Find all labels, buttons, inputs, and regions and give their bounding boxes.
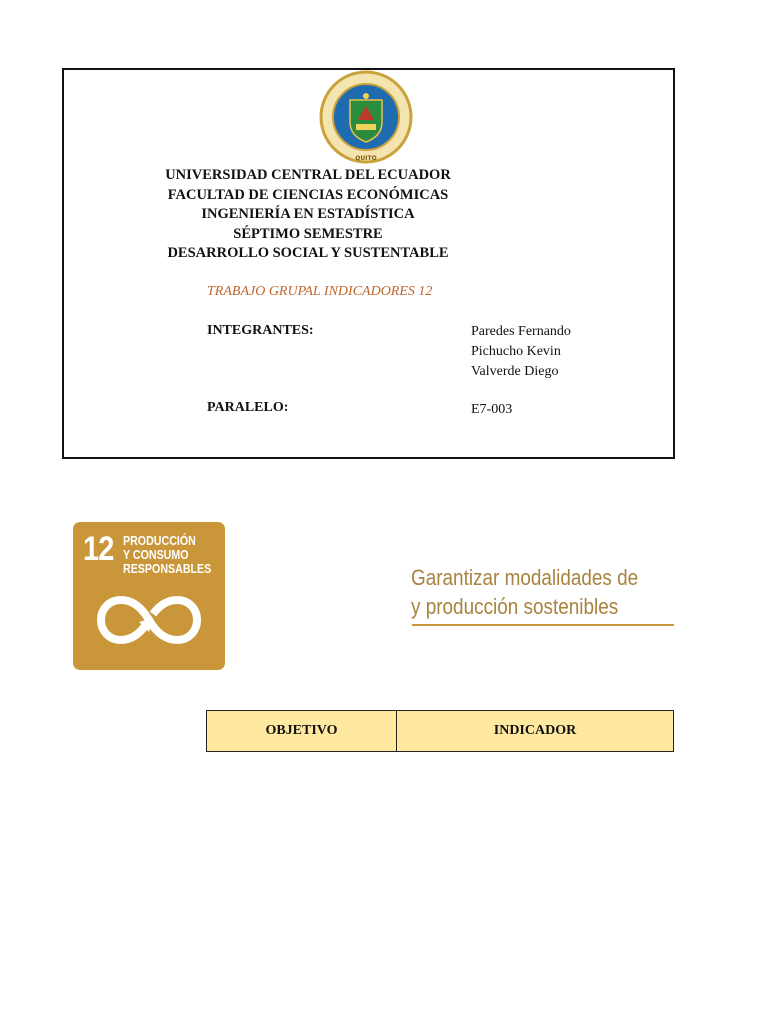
sdg-title-line: RESPONSABLES (123, 561, 212, 576)
goal-underline (412, 624, 674, 626)
sdg-title-line: Y CONSUMO (123, 547, 189, 562)
parallel-label: PARALELO: (207, 400, 289, 415)
sdg-goal-line: Garantizar modalidades de (411, 565, 639, 590)
column-header-objective: OBJETIVO (207, 711, 397, 751)
heading-line-career: INGENIERÍA EN ESTADÍSTICA (201, 206, 415, 223)
sdg-goal-line: y producción sostenibles (411, 594, 619, 619)
sdg-number: 12 (83, 530, 114, 568)
column-header-indicator: INDICADOR (493, 723, 577, 738)
members-label: INTEGRANTES: (207, 323, 314, 338)
sdg-12-tile (73, 522, 225, 670)
sdg-title-line: PRODUCCIÓN (123, 533, 196, 548)
heading-line-faculty: FACULTAD DE CIENCIAS ECONÓMICAS (167, 186, 449, 203)
member-name: Valverde Diego (471, 363, 559, 379)
university-heading (62, 166, 674, 264)
member-name: Paredes Fernando (471, 324, 571, 339)
sdg-goal-text (411, 563, 638, 621)
sdg-title (123, 534, 211, 576)
work-title: TRABAJO GRUPAL INDICADORES 12 (207, 284, 433, 299)
members-list (471, 322, 571, 381)
svg-text:QUITO: QUITO (355, 155, 377, 162)
infinity-loop-icon (97, 592, 201, 648)
university-seal-icon (316, 70, 416, 165)
parallel-value: E7-003 (471, 402, 513, 417)
heading-line-semester: SÉPTIMO SEMESTRE (233, 225, 383, 242)
member-name: Pichucho Kevin (471, 343, 561, 359)
heading-line-university: UNIVERSIDAD CENTRAL DEL ECUADOR (165, 167, 451, 183)
objectives-table-header (206, 710, 674, 752)
heading-line-subject: DESARROLLO SOCIAL Y SUSTENTABLE (167, 245, 449, 262)
